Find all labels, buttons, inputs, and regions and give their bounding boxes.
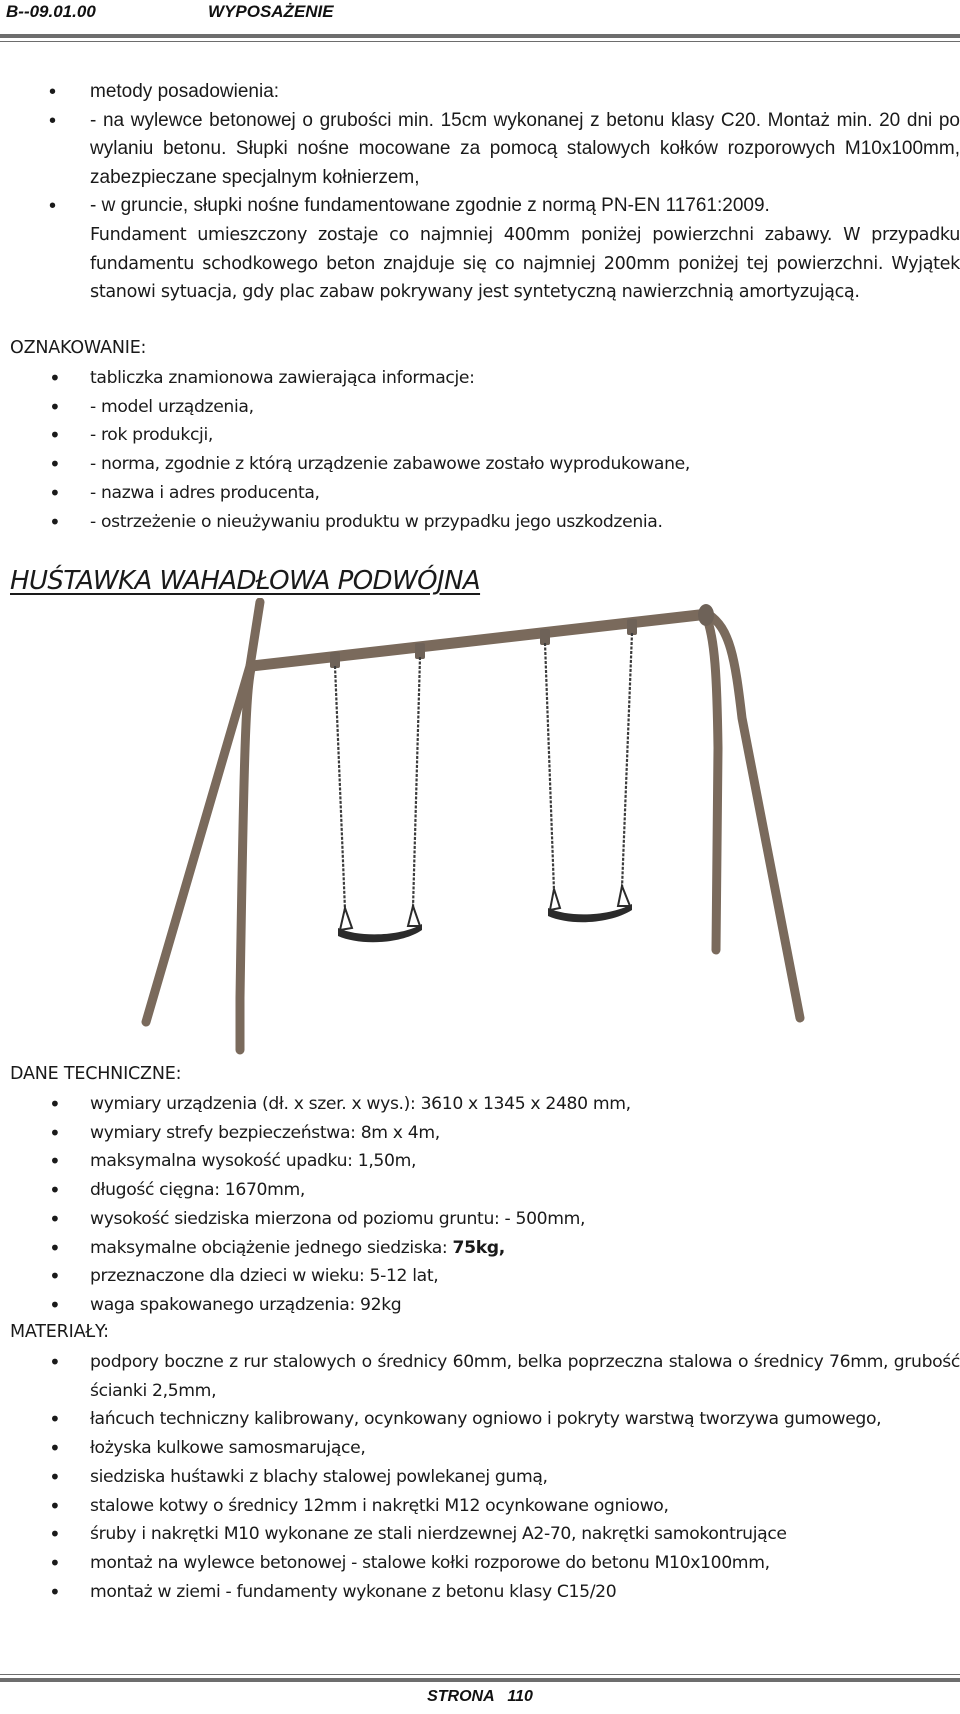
right-rear-leg xyxy=(706,616,718,950)
installation-section xyxy=(10,78,960,307)
list-item: • waga spakowanego urządzenia: 92kg xyxy=(49,1292,402,1317)
list-item: • wymiary urządzenia (dł. x szer. x wys.): 3610 x 1345 x 2480 mm, xyxy=(49,1092,631,1116)
list-item: • tabliczka znamionowa zawierająca informacje: xyxy=(49,366,475,390)
list-item: • łożyska kulkowe samosmarujące, xyxy=(49,1436,366,1461)
list-item: • - rok produkcji, xyxy=(49,423,214,448)
seats xyxy=(338,904,632,942)
list-item: • wysokość siedziska mierzona od poziomu gruntu: - 500mm, xyxy=(49,1206,586,1231)
marking-section xyxy=(10,364,960,536)
bearing xyxy=(330,652,340,668)
list-item: • stalowe kotwy o średnicy 12mm i nakrętki M12 ocynkowane ogniowo, xyxy=(49,1493,669,1518)
installation-list xyxy=(10,78,960,221)
chain xyxy=(335,666,345,910)
max-load-value: 75kg, xyxy=(452,1237,505,1258)
product-title: HUŚTAWKA WAHADŁOWA PODWÓJNA xyxy=(10,566,481,596)
section-title: WYPOSAŻENIE xyxy=(208,2,334,21)
left-top-leg xyxy=(250,602,260,666)
list-item: • maksymalna wysokość upadku: 1,50m, xyxy=(49,1149,417,1174)
list-item: • siedziska huśtawki z blachy stalowej powlekanej gumą, xyxy=(49,1464,548,1489)
footer-rule-thin xyxy=(0,1674,960,1675)
list-item: • - nazwa i adres producenta, xyxy=(49,480,320,505)
list-item: • - model urządzenia, xyxy=(49,394,254,419)
bearing xyxy=(627,619,637,635)
beam-end-cap xyxy=(698,604,714,626)
list-item: • metody posadowienia: xyxy=(49,81,280,103)
marking-heading: OZNAKOWANIE: xyxy=(10,338,147,358)
list-item: • - ostrzeżenie o nieużywaniu produktu w przypadku jego uszkodzenia. xyxy=(49,509,663,534)
top-beam xyxy=(252,614,708,666)
left-rear-leg xyxy=(240,664,252,1050)
page-number: STRONA 110 xyxy=(427,1688,533,1705)
list-item: • przeznaczone dla dzieci w wieku: 5-12 lat, xyxy=(49,1264,439,1289)
technical-heading: DANE TECHNICZNE: xyxy=(10,1064,182,1084)
list-item: • śruby i nakrętki M10 wykonane ze stali nierdzewnej A2-70, nakrętki samokontrujące xyxy=(49,1522,787,1547)
list-item: • łańcuch techniczny kalibrowany, ocynkowany ogniowo i pokryty warstwą tworzywa gumowego, xyxy=(49,1407,882,1432)
list-item: • - w gruncie, słupki nośne fundamentowane zgodnie z normą PN-EN 11761:2009. xyxy=(49,195,770,218)
bearing xyxy=(415,643,425,659)
list-item: • montaż w ziemi - fundamenty wykonane z betonu klasy C15/20 xyxy=(49,1579,617,1604)
left-front-leg xyxy=(146,666,250,1022)
technical-list xyxy=(10,1090,960,1320)
list-item: • - norma, zgodnie z którą urządzenie zabawowe zostało wyprodukowane, xyxy=(49,452,690,477)
seat-hangers xyxy=(340,886,630,930)
list-item: • wymiary strefy bezpieczeństwa: 8m x 4m, xyxy=(49,1120,440,1145)
materials-list xyxy=(10,1348,960,1606)
page-header xyxy=(0,0,960,46)
list-item: • podpory boczne z rur stalowych o średnicy 60mm, belka poprzeczna stalowa o średnicy 76mm, grubość ścianki 2,5mm, xyxy=(49,1350,960,1401)
header-rule-thin xyxy=(0,41,960,42)
chains xyxy=(335,633,632,910)
list-item: • montaż na wylewce betonowej - stalowe kołki rozporowe do betonu M10x100mm, xyxy=(49,1550,770,1575)
materials-heading: MATERIAŁY: xyxy=(10,1322,109,1342)
technical-section xyxy=(10,1090,960,1320)
foundation-paragraph: Fundament umieszczony zostaje co najmniej 400mm poniżej powierzchni zabawy. W przypadku fundamentu schodkowego beton znajduje się co najmniej 200mm poniżej tej powierzchni. Wyjątek stanowi sytuacja, gdy plac zabaw pokrywany jest syntetyczną nawierzchnią amortyzującą. xyxy=(90,224,960,303)
header-rule-thick xyxy=(0,34,960,38)
chain xyxy=(545,643,554,891)
list-item: • długość cięgna: 1670mm, xyxy=(49,1178,306,1203)
materials-section xyxy=(10,1348,960,1606)
chain xyxy=(622,633,632,888)
footer-rule-thick xyxy=(0,1678,960,1682)
bearing xyxy=(540,629,550,645)
swing-frame xyxy=(146,602,800,1050)
document-code: B--09.01.00 xyxy=(6,2,96,21)
marking-list xyxy=(10,364,960,536)
chain xyxy=(413,657,420,908)
double-swing-illustration xyxy=(140,598,830,1060)
list-item: • maksymalne obciążenie jednego siedziska: 75kg, xyxy=(49,1235,505,1260)
list-item: • - na wylewce betonowej o grubości min. 15cm wykonanej z betonu klasy C20. Montaż min. 20 dni po wylaniu betonu. Słupki nośne mocowane za pomocą stalowych kołków rozporowych M10x100mm, zabezpieczane specjalnym kołnierzem, xyxy=(49,109,960,188)
